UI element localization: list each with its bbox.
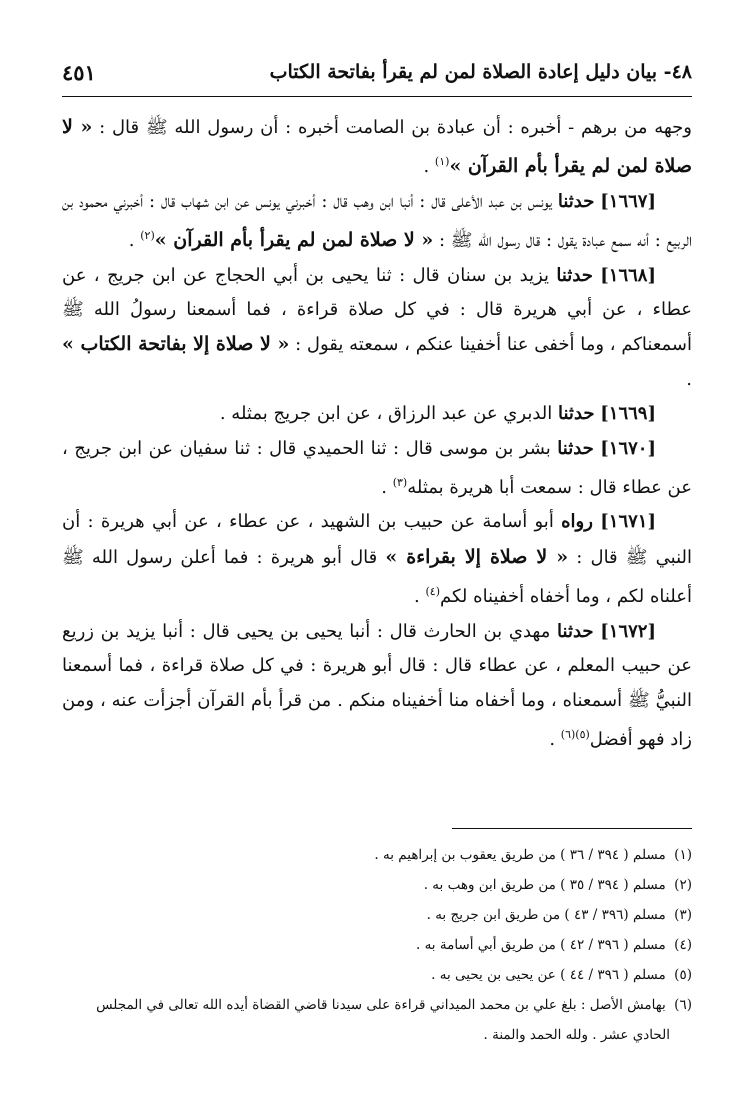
hadith-quote: « لا صلاة إلا بفاتحة الكتاب » bbox=[62, 333, 290, 356]
hadith-end: . bbox=[414, 586, 426, 608]
hadith-1669 bbox=[62, 397, 692, 431]
footnote-text: بهامش الأصل : بلغ علي بن محمد الميداني قراءة على سيدنا قاضي القضاة أيده الله تعالى في المجلس bbox=[96, 997, 666, 1013]
running-title: ٤٨- بيان دليل إعادة الصلاة لمن لم يقرأ بفاتحة الكتاب bbox=[269, 61, 692, 83]
hadith-text-continued: قال أبو هريرة : فما أعلن رسول الله ﷺ أعلناه لكم ، وما أخفاه أخفيناه لكم bbox=[62, 546, 692, 608]
footnote-number: (٥) bbox=[674, 967, 692, 983]
hadith-text: أبو أسامة عن حبيب بن الشهيد ، عن عطاء ، عن أبي هريرة : أن النبي ﷺ قال : bbox=[62, 511, 693, 568]
main-text bbox=[62, 110, 692, 757]
footnote-5 bbox=[62, 960, 692, 990]
footnote-number: (١) bbox=[674, 847, 692, 863]
footnote-2 bbox=[62, 870, 692, 900]
page-header bbox=[62, 52, 692, 92]
footnote-number: (٦) bbox=[674, 997, 692, 1013]
intro-paragraph bbox=[62, 110, 692, 185]
header-rule bbox=[62, 96, 692, 97]
footnote-4 bbox=[62, 930, 692, 960]
hadith-number: [١٦٧١] bbox=[600, 511, 656, 533]
hadith-1667 bbox=[62, 185, 692, 259]
footnote-text: مسلم ( ٣٩٦ / ٤٢ ) من طريق أبي أسامة به . bbox=[415, 937, 666, 953]
footnote-1 bbox=[62, 840, 692, 870]
hadith-lead: حدثنا bbox=[557, 620, 594, 642]
hadith-end: . bbox=[686, 368, 692, 390]
hadith-end: . bbox=[381, 477, 393, 499]
hadith-number: [١٦٧٠] bbox=[600, 437, 656, 459]
hadith-text: الدبري عن عبد الرزاق ، عن ابن جريج بمثله . bbox=[219, 403, 553, 425]
hadith-quote: « لا صلاة إلا بقراءة » bbox=[385, 545, 569, 568]
footnotes bbox=[62, 840, 692, 1050]
footnote-ref: (٢) bbox=[140, 229, 155, 243]
hadith-number: [١٦٦٧] bbox=[600, 190, 656, 212]
hadith-lead: حدثنا bbox=[557, 190, 595, 212]
footnote-text: مسلم (٣٩٦ / ٤٣ ) من طريق ابن جريج به . bbox=[426, 907, 666, 923]
hadith-1671 bbox=[62, 505, 692, 614]
hadith-1672 bbox=[62, 615, 692, 758]
hadith-1668 bbox=[62, 259, 692, 398]
intro-text: وجهه من برهم - أخبره : أن عبادة بن الصامت أخبره : أن رسول الله ﷺ قال : bbox=[99, 117, 693, 138]
footnote-6 bbox=[62, 990, 692, 1020]
footnote-text: مسلم ( ٣٩٤ / ٣٥ ) من طريق ابن وهب به . bbox=[423, 877, 666, 893]
footnote-ref: (٤) bbox=[425, 585, 441, 599]
footnote-text: مسلم ( ٣٩٦ / ٤٤ ) عن يحيى بن يحيى به . bbox=[431, 967, 666, 983]
footnote-ref: (٣) bbox=[392, 476, 408, 490]
hadith-text: مهدي بن الحارث قال : أنبا يحيى بن يحيى قال : أنبا يزيد بن زريع عن حبيب المعلم ، عن عطاء قال : قال أبو هريرة : في كل صلاة قراءة ، فما أسمعنا النبيُّ ﷺ أسمعناه ، وما أخفاه منا أخفيناه منكم . من قرأ بأم القرآن أجزأت عنه ، ومن زاد فهو أفضل bbox=[62, 620, 692, 750]
intro-end: . bbox=[423, 156, 435, 178]
page-number: ٤٥١ bbox=[62, 59, 96, 85]
hadith-number: [١٦٧٢] bbox=[600, 620, 656, 642]
hadith-end: . bbox=[549, 728, 561, 750]
footnote-6-continuation: الحادي عشر . ولله الحمد والمنة . bbox=[483, 1027, 670, 1043]
footnote-ref: (١) bbox=[434, 155, 450, 169]
hadith-number: [١٦٦٩] bbox=[600, 403, 656, 425]
hadith-1670 bbox=[62, 432, 692, 506]
footnote-separator bbox=[452, 828, 692, 829]
hadith-text: يونس بن عبد الأعلى قال : أنبا ابن وهب قال : أخبرني يونس عن ابن شهاب قال : أخبرني محمود بن الربيع : أنه سمع عبادة يقول : قال رسول الله ﷺ : bbox=[62, 190, 692, 252]
hadith-end: . bbox=[128, 230, 141, 252]
footnote-number: (٤) bbox=[674, 937, 692, 953]
intro-quote: « لا صلاة لمن لم يقرأ بأم القرآن » bbox=[62, 116, 692, 178]
hadith-text: بشر بن موسى قال : ثنا الحميدي قال : ثنا سفيان عن ابن جريج ، عن عطاء قال : سمعت أبا هريرة بمثله bbox=[62, 437, 692, 499]
hadith-quote: « لا صلاة لمن لم يقرأ بأم القرآن » bbox=[154, 229, 434, 252]
hadith-lead: حدثنا bbox=[557, 437, 594, 459]
footnote-3 bbox=[62, 900, 692, 930]
footnote-number: (٣) bbox=[674, 907, 692, 923]
footnote-ref: (٥)(٦) bbox=[560, 727, 590, 741]
hadith-lead: حدثنا bbox=[556, 264, 593, 286]
footnote-text: مسلم ( ٣٩٤ / ٣٦ ) من طريق يعقوب بن إبراهيم به . bbox=[374, 847, 666, 863]
footnote-number: (٢) bbox=[674, 877, 692, 893]
hadith-lead: حدثنا bbox=[558, 403, 595, 425]
hadith-lead: رواه bbox=[561, 511, 593, 533]
hadith-number: [١٦٦٨] bbox=[600, 264, 656, 286]
hadith-text: يزيد بن سنان قال : ثنا يحيى بن أبي الحجاج عن ابن جريج ، عن عطاء ، عن أبي هريرة قال : في كل صلاة قراءة ، فما أسمعنا رسولُ الله ﷺ أسمعناكم ، وما أخفى عنا أخفينا عنكم ، سمعته يقول : bbox=[62, 264, 692, 356]
